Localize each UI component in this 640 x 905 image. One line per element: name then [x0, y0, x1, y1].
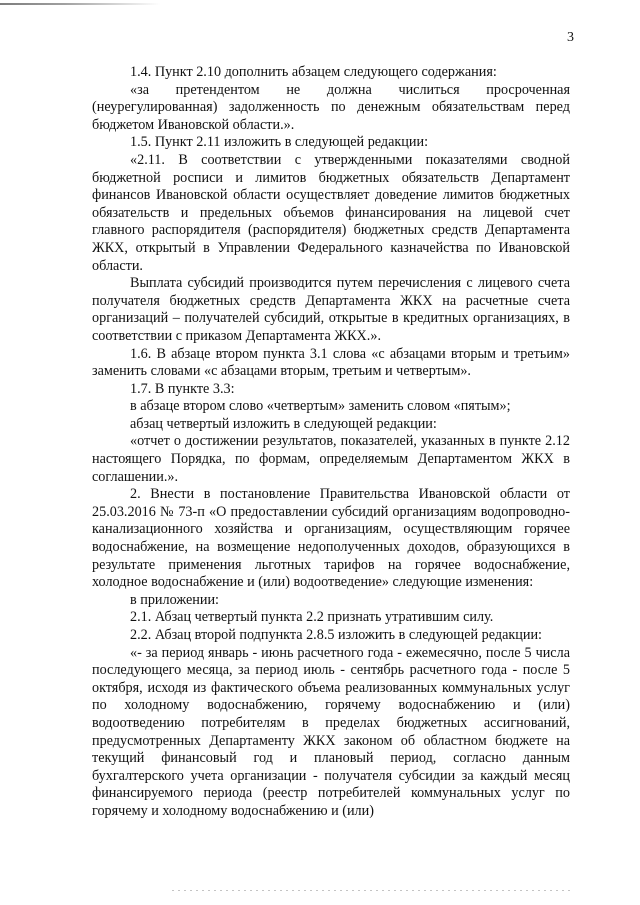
paragraph-1-7-report: «отчет о достижении результатов, показателей, указанных в пункте 2.12 настоящего Порядка, по формам, определяемым Департаментом ЖКХ в соглашении.». — [92, 433, 570, 485]
paragraph-1-7-item-2: абзац четвертый изложить в следующей редакции: — [130, 415, 437, 432]
paragraph-2-1: 2.1. Абзац четвертый пункта 2.2 признать утратившим силу. — [130, 609, 494, 626]
paragraph-1-5: 1.5. Пункт 2.11 изложить в следующей редакции: — [130, 134, 429, 151]
document-body — [92, 64, 570, 821]
scan-edge-artifact-bottom — [172, 890, 572, 891]
paragraph-subsidy-payment: Выплата субсидий производится путем перечисления с лицевого счета получателя бюджетных средств Департамента ЖКХ на расчетные счета организаций – получателей субсидий, открытые в кредитных организациях, в соответствии с приказом Департамента ЖКХ.». — [92, 275, 570, 344]
paragraph-2-2-text: «- за период январь - июнь расчетного года - ежемесячно, после 5 числа последующего месяца, за период июль - сентябрь расчетного года - после 5 октября, исходя из фактического объема реализованных коммунальных услуг по холодному водоснабжению, горячему водоснабжению и (или) водоотведению потребителям в пределах бюджетных ассигнований, предусмотренных Департаменту ЖКХ законом об областном бюджете на текущий финансовый год и плановый период, согласно данным бухгалтерского учета организации - получателя субсидии за каждый месяц финансируемого периода (реестр потребителей коммунальных услуг по горячему и холодному водоснабжению и (или) — [92, 644, 570, 819]
paragraph-in-appendix: в приложении: — [130, 591, 219, 608]
paragraph-2-11: «2.11. В соответствии с утвержденными показателями сводной бюджетной росписи и лимитов бюджетных обязательств Департамент финансов Ивановской области осуществляет доведение лимитов бюджетных обязательств и предельных объемов финансирования на лицевой счет главного распорядителя (распорядителя) бюджетных средств Департамента ЖКХ, открытый в Управлении Федерального казначейства по Ивановской области. — [92, 151, 570, 274]
paragraph-1-4: 1.4. Пункт 2.10 дополнить абзацем следующего содержания: — [130, 64, 497, 80]
paragraph-1-4-text: «за претендентом не должна числиться просроченная (неурегулированная) задолженность по денежным обязательствам перед бюджетом Ивановской области.». — [92, 81, 570, 133]
scan-edge-artifact-top — [0, 3, 160, 5]
paragraph-2: 2. Внести в постановление Правительства Ивановской области от 25.03.2016 № 73-п «О предоставлении субсидий организациям водопроводно-канализационного хозяйства и организациям, осуществляющим горячее водоснабжение, на возмещение недополученных доходов, образующихся в результате применения льготных тарифов на горячее водоснабжение, холодное водоснабжение и (или) водоотведение» следующие изменения: — [92, 486, 570, 591]
page-number: 3 — [567, 30, 574, 45]
paragraph-2-2: 2.2. Абзац второй подпункта 2.8.5 изложить в следующей редакции: — [130, 627, 542, 643]
paragraph-1-7-item-1: в абзаце втором слово «четвертым» заменить словом «пятым»; — [130, 398, 511, 415]
paragraph-1-6: 1.6. В абзаце втором пункта 3.1 слова «с абзацами вторым и третьим» заменить словами «с абзацами вторым, третьим и четвертым». — [92, 345, 570, 380]
paragraph-1-7: 1.7. В пункте 3.3: — [130, 380, 235, 397]
